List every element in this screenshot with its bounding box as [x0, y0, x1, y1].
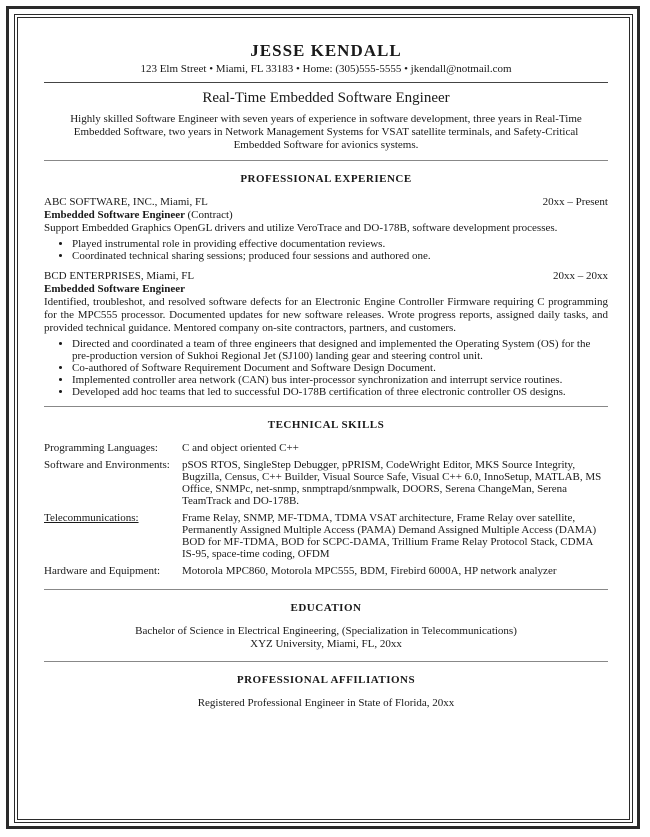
job-company: BCD ENTERPRISES, Miami, FL [44, 270, 195, 282]
skill-label: Software and Environments: [44, 459, 170, 471]
job-dates: 20xx – 20xx [553, 270, 608, 282]
bullet-item: • Developed add hoc teams that led to successful DO-178B certification of three electronic controller OS designs. [72, 386, 608, 398]
job-description: Support Embedded Graphics OpenGL drivers and utilize VeroTrace and DO-178B, software development processes. [44, 222, 558, 234]
bullet-item: • Implemented controller area network (CAN) bus inter-processor synchronization and interrupt service routines. [72, 374, 608, 386]
header-divider [44, 82, 608, 83]
job-entry [44, 196, 608, 262]
job-company: ABC SOFTWARE, INC., Miami, FL [44, 196, 208, 208]
bullet-item: • Played instrumental role in providing effective documentation reviews. [72, 238, 608, 250]
contact-line: 123 Elm Street • Miami, FL 33183 • Home: (305)555-5555 • jkendall@notmail.com [140, 63, 512, 75]
skills-table [44, 442, 608, 577]
bullet-item: • Co-authored of Software Requirement Document and Software Design Document. [72, 362, 608, 374]
affiliations-title: PROFESSIONAL AFFILIATIONS [236, 674, 416, 686]
job-role [44, 283, 608, 296]
job-header [44, 270, 608, 283]
skill-label: Programming Languages: [44, 442, 158, 454]
job-role [44, 209, 608, 222]
skill-value: C and object oriented C++ [182, 442, 299, 454]
job-role-text: Embedded Software Engineer [44, 209, 185, 221]
education-title: EDUCATION [290, 602, 362, 614]
skill-value: Frame Relay, SNMP, MF-TDMA, TDMA VSAT architecture, Frame Relay over satellite, Permanently Assigned Multiple Access (PAMA) Demand Assigned Multiple Access (DAMA) BOD for MF-TDMA, BOD for SCPC-DAMA, Trillium Frame Relay Protocol Stack, CDMA IS-95, space-time coding, OFDM [182, 512, 597, 560]
divider [44, 589, 608, 590]
job-description: Identified, troubleshot, and resolved software defects for an Electronic Engine Controller Firmware requiring C programming for the MPC555 processor. Documented updates for new software releases. Wrote progress reports, assigned daily tasks, and provided technical guidance. Mentored company on-site contractors, partners, and customers. [44, 296, 608, 334]
skills-title: TECHNICAL SKILLS [267, 419, 385, 431]
experience-title: PROFESSIONAL EXPERIENCE [240, 173, 412, 185]
skill-value: pSOS RTOS, SingleStep Debugger, pPRISM, CodeWright Editor, MKS Source Integrity, Bugzilla, Census, C++ Builder, Visual Source Safe, Visual C++ 6.0, InnoSetup, MATLAB, MS Office, SNMPc, net-snmp, snmptrapd/snmpwalk, DOORS, Serena ChangeMan, Serena TeamTrack and DO-178B. [182, 459, 602, 507]
bullet-item: • Coordinated technical sharing sessions; produced four sessions and authored one. [72, 250, 608, 262]
skill-label: Hardware and Equipment: [44, 565, 161, 577]
job-header [44, 196, 608, 209]
skill-value: Motorola MPC860, Motorola MPC555, BDM, Firebird 6000A, HP network analyzer [182, 565, 557, 577]
candidate-name: JESSE KENDALL [250, 41, 402, 60]
bullet-item: • Directed and coordinated a team of three engineers that designed and implemented the Operating System (OS) for the pre-production version of Sukhoi Regional Jet (SJ100) landing gear and steering control unit. [72, 338, 608, 362]
summary: Highly skilled Software Engineer with seven years of experience in software development, three years in Real-Time Embedded Software, two years in Network Management Systems for VSAT satellite terminals, and Safety-Critical Embedded Software for avionics systems. [70, 113, 582, 151]
divider [44, 406, 608, 407]
job-role-note: (Contract) [187, 209, 233, 221]
divider [44, 661, 608, 662]
job-role-text: Embedded Software Engineer [44, 283, 185, 295]
job-entry [44, 270, 608, 398]
affiliations-text: Registered Professional Engineer in State of Florida, 20xx [197, 697, 455, 709]
job-bullets [44, 238, 608, 262]
skill-label: Telecommunications: [44, 512, 139, 524]
education-degree: Bachelor of Science in Electrical Engineering, (Specialization in Telecommunications) [135, 625, 517, 637]
resume-page [44, 40, 608, 710]
headline: Real-Time Embedded Software Engineer [202, 90, 450, 106]
job-dates: 20xx – Present [542, 196, 608, 208]
education-school: XYZ University, Miami, FL, 20xx [250, 638, 402, 650]
divider [44, 160, 608, 161]
job-bullets [44, 338, 608, 398]
